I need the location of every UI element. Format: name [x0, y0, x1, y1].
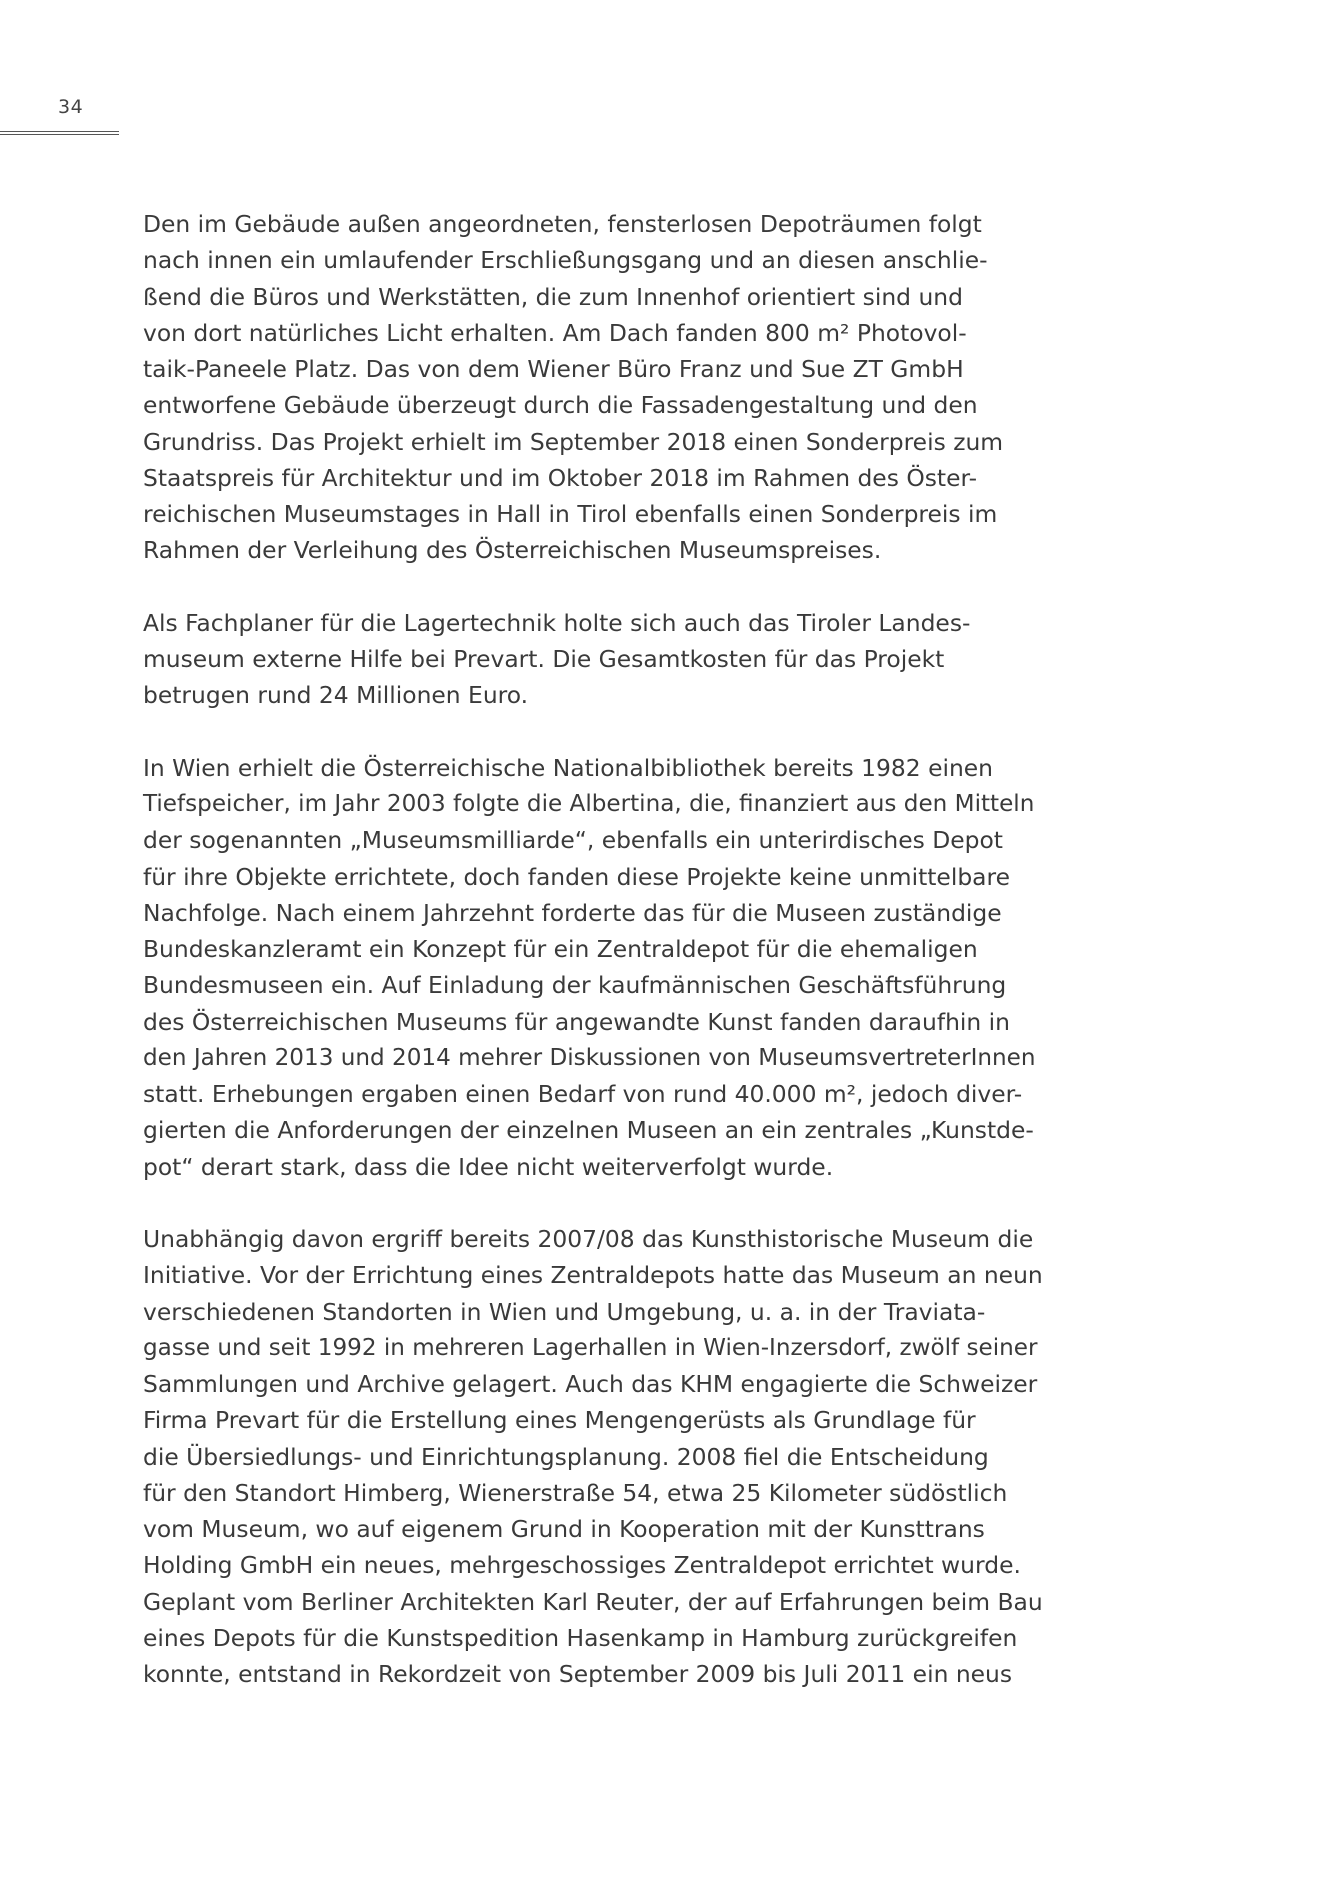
- text-line: Initiative. Vor der Errichtung eines Zentraldepots hatte das Museum an neun: [143, 1261, 1043, 1290]
- text-line: nach innen ein umlaufender Erschließungsgang und an diesen anschlie-: [143, 246, 988, 275]
- text-line: betrugen rund 24 Millionen Euro.: [143, 681, 529, 710]
- text-line: für ihre Objekte errichtete, doch fanden diese Projekte keine unmittelbare: [143, 862, 1010, 891]
- text-line: Sammlungen und Archive gelagert. Auch das KHM engagierte die Schweizer: [143, 1370, 1038, 1398]
- text-line: ßend die Büros und Werkstätten, die zum Innenhof orientiert sind und: [143, 282, 963, 311]
- text-line: für den Standort Himberg, Wienerstraße 54, etwa 25 Kilometer südöstlich: [143, 1478, 1008, 1507]
- text-line: den Jahren 2013 und 2014 mehrer Diskussionen von MuseumsvertreterInnen: [143, 1044, 1036, 1071]
- text-line: gasse und seit 1992 in mehreren Lagerhallen in Wien-Inzersdorf, zwölf seiner: [143, 1334, 1038, 1361]
- paragraph-gap: [143, 569, 1043, 605]
- text-line: Geplant vom Berliner Architekten Karl Reuter, der auf Erfahrungen beim Bau: [143, 1587, 1043, 1616]
- paragraph-gap: [143, 714, 1043, 750]
- text-line: eines Depots für die Kunstspedition Hasenkamp in Hamburg zurückgreifen: [143, 1623, 1018, 1652]
- text-line: gierten die Anforderungen der einzelnen Museen an ein zentrales „Kunstde-: [143, 1116, 1034, 1145]
- text-line: Staatspreis für Architektur und im Oktober 2018 im Rahmen des Öster-: [143, 463, 978, 492]
- text-line: vom Museum, wo auf eigenem Grund in Kooperation mit der Kunsttrans: [143, 1515, 985, 1543]
- paragraph: [143, 605, 1043, 714]
- text-line: Bundeskanzleramt ein Konzept für ein Zentraldepot für die ehemaligen: [143, 935, 978, 963]
- text-line: verschiedenen Standorten in Wien und Umgebung, u. a. in der Traviata-: [143, 1297, 986, 1326]
- text-line: Nachfolge. Nach einem Jahrzehnt forderte das für die Museen zuständige: [143, 898, 1002, 927]
- text-line: Unabhängig davon ergriff bereits 2007/08 das Kunsthistorische Museum die: [143, 1225, 1034, 1253]
- text-line: Den im Gebäude außen angeordneten, fensterlosen Depoträumen folgt: [143, 210, 982, 238]
- header-rule-top: [0, 131, 119, 132]
- text-line: Als Fachplaner für die Lagertechnik holte sich auch das Tiroler Landes-: [143, 608, 971, 637]
- text-line: pot“ derart stark, dass die Idee nicht weiterverfolgt wurde.: [143, 1152, 834, 1181]
- text-line: des Österreichischen Museums für angewandte Kunst fanden daraufhin in: [143, 1007, 1010, 1036]
- text-line: Holding GmbH ein neues, mehrgeschossiges Zentraldepot errichtet wurde.: [143, 1551, 1021, 1580]
- text-line: In Wien erhielt die Österreichische Nationalbibliothek bereits 1982 einen: [143, 753, 993, 782]
- page-number: 34: [58, 96, 84, 118]
- text-line: reichischen Museumstages in Hall in Tirol ebenfalls einen Sonderpreis im: [143, 500, 998, 528]
- text-line: entworfene Gebäude überzeugt durch die Fassadengestaltung und den: [143, 391, 978, 420]
- text-line: Rahmen der Verleihung des Österreichischen Museumspreises.: [143, 536, 882, 565]
- text-line: museum externe Hilfe bei Prevart. Die Gesamtkosten für das Projekt: [143, 645, 945, 673]
- text-line: statt. Erhebungen ergaben einen Bedarf von rund 40.000 m², jedoch diver-: [143, 1080, 1023, 1108]
- paragraph: [143, 1221, 1043, 1692]
- paragraph: [143, 750, 1043, 1185]
- text-line: Firma Prevart für die Erstellung eines Mengengerüsts als Grundlage für: [143, 1406, 976, 1435]
- text-line: der sogenannten „Museumsmilliarde“, ebenfalls ein unterirdisches Depot: [143, 826, 1003, 855]
- paragraph: [143, 206, 1043, 569]
- body-text: [143, 206, 1043, 1692]
- text-line: Tiefspeicher, im Jahr 2003 folgte die Albertina, die, finanziert aus den Mitteln: [143, 791, 1035, 817]
- header-rule-bottom: [0, 134, 119, 135]
- text-line: taik-Paneele Platz. Das von dem Wiener Büro Franz und Sue ZT GmbH: [143, 355, 964, 383]
- paragraph-gap: [143, 1185, 1043, 1221]
- text-line: von dort natürliches Licht erhalten. Am Dach fanden 800 m² Photovol-: [143, 318, 967, 347]
- text-line: Grundriss. Das Projekt erhielt im September 2018 einen Sonderpreis zum: [143, 427, 1004, 456]
- text-line: konnte, entstand in Rekordzeit von September 2009 bis Juli 2011 ein neus: [143, 1660, 1013, 1688]
- text-line: die Übersiedlungs- und Einrichtungsplanung. 2008 fiel die Entscheidung: [143, 1442, 989, 1471]
- text-line: Bundesmuseen ein. Auf Einladung der kaufmännischen Geschäftsführung: [143, 971, 1007, 1000]
